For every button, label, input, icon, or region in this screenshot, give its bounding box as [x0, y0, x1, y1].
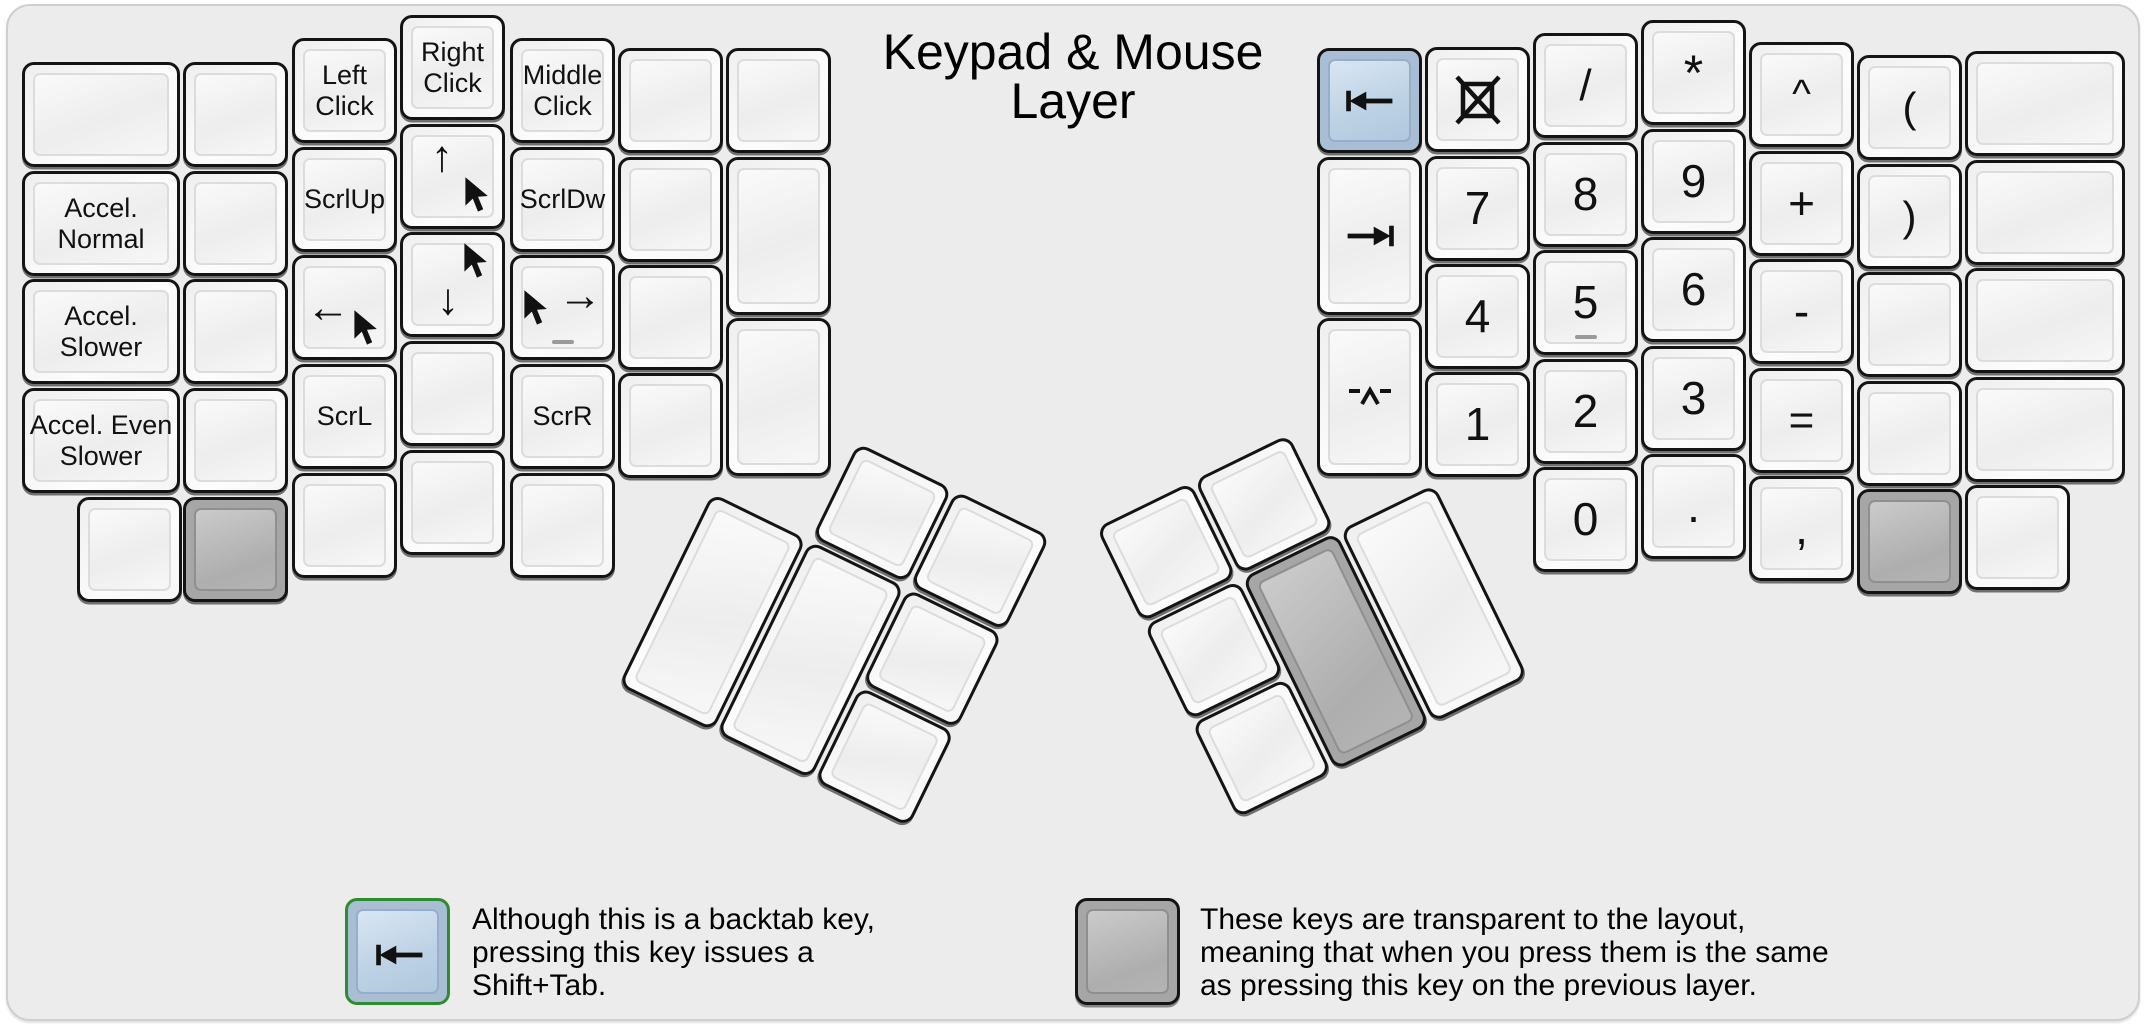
- key-label: =: [1788, 395, 1815, 445]
- keycap: [877, 603, 988, 714]
- key-accel-even-slower: [22, 388, 180, 493]
- keycap: [33, 73, 169, 156]
- keycap: [827, 457, 938, 568]
- keycap: [1868, 392, 1951, 475]
- keycap: [194, 508, 277, 591]
- key-label: Accel. Slower: [59, 301, 143, 362]
- key-blank-l3: [183, 171, 288, 276]
- legend-backtab-line2: pressing this key issues a: [472, 936, 814, 969]
- key-num-5: [1533, 250, 1638, 355]
- keycap: [411, 461, 494, 544]
- key-num-asterisk: [1641, 20, 1746, 125]
- keycap: [629, 168, 712, 251]
- key-label: Accel. Even Slower: [29, 410, 173, 471]
- keycap: [1976, 62, 2114, 145]
- key-middle-click: [510, 38, 615, 143]
- key-scroll-up: [292, 147, 397, 252]
- tab-icon: [1342, 221, 1398, 251]
- key-blank-r5: [1965, 268, 2125, 373]
- key-num-comma: [1749, 476, 1854, 581]
- keycap: [925, 505, 1036, 616]
- key-right-click: [400, 15, 505, 120]
- key-blank-l8: [400, 450, 505, 555]
- keycap: [737, 59, 820, 142]
- keycap: [194, 182, 277, 265]
- key-blank-l9: [510, 473, 615, 578]
- legend-transparent-line1: These keys are transparent to the layout,: [1200, 903, 1746, 936]
- key-label: ): [1902, 192, 1917, 240]
- key-blank-r2: [1857, 381, 1962, 486]
- key-num-2: [1533, 359, 1638, 464]
- key-num-equals: [1749, 368, 1854, 473]
- key-blank-r4: [1965, 160, 2125, 265]
- keycap: [1976, 171, 2114, 254]
- key-blank-r1: [1857, 272, 1962, 377]
- key-label: 0: [1572, 492, 1599, 545]
- key-accel-slower: [22, 279, 180, 384]
- key-label: +: [1788, 176, 1815, 229]
- key-label: 8: [1572, 167, 1599, 220]
- backtab-icon: [372, 940, 428, 970]
- key-num-0: [1533, 467, 1638, 572]
- key-paren-close: [1857, 164, 1962, 269]
- key-scroll-down: [510, 147, 615, 252]
- key-num-4: [1425, 264, 1530, 369]
- mouse-cursor-icon: [522, 289, 549, 327]
- key-blank-r-bottom: [1965, 485, 2070, 590]
- key-blank-r6: [1965, 377, 2125, 482]
- keycap: [411, 352, 494, 435]
- keycap: [1206, 693, 1317, 804]
- key-mouse-right: [510, 255, 615, 360]
- numlock-x-box-icon: [1453, 75, 1503, 125]
- keycap: [829, 701, 940, 812]
- key-label: Right Click: [420, 37, 485, 98]
- key-label: ScrlDw: [519, 184, 606, 215]
- key-label: ScrR: [532, 401, 593, 432]
- key-label: -: [1793, 284, 1810, 337]
- legend-transparent-key: [1075, 898, 1180, 1005]
- key-num-minus: [1749, 259, 1854, 364]
- key-transparent-l-bottom: [183, 497, 288, 602]
- homing-bump: [552, 340, 574, 344]
- key-left-click: [292, 38, 397, 143]
- key-label: ^: [1792, 72, 1811, 117]
- key-label: 5: [1572, 275, 1599, 328]
- title-line-2: Layer: [1010, 73, 1136, 129]
- keycap: [303, 484, 386, 567]
- keycap: [1111, 497, 1222, 608]
- key-blank-l2: [183, 62, 288, 167]
- key-label: Left Click: [315, 60, 374, 121]
- keycap: [1868, 283, 1951, 366]
- key-num-6: [1641, 237, 1746, 342]
- key-num-7: [1425, 156, 1530, 261]
- keycap: [88, 508, 171, 591]
- keycap: [1158, 595, 1269, 706]
- title-line-1: Keypad & Mouse: [882, 24, 1264, 80]
- keycap: [629, 384, 712, 467]
- key-mouse-left: [292, 255, 397, 360]
- key-backtab: [1317, 48, 1422, 153]
- homing-bump: [1575, 335, 1597, 339]
- key-label: Accel. Normal: [57, 193, 145, 254]
- key-label: 7: [1464, 181, 1491, 234]
- key-blank-l14: [726, 48, 831, 153]
- key-label: (: [1902, 83, 1917, 131]
- key-label: .: [1687, 479, 1700, 532]
- key-tab: [1317, 157, 1422, 315]
- key-num-caret: [1749, 42, 1854, 147]
- legend-backtab-keycap: [356, 909, 439, 994]
- legend-transparent-line3: as pressing this key on the previous layer.: [1200, 969, 1757, 1002]
- mouse-cursor-icon: [463, 176, 490, 214]
- legend-backtab-line1: Although this is a backtab key,: [472, 903, 876, 936]
- keycap: [194, 290, 277, 373]
- legend-transparent-text: [1200, 903, 1829, 1002]
- keycap: [629, 59, 712, 142]
- key-blank-l13: [618, 373, 723, 478]
- key-blank-l11: [618, 157, 723, 262]
- key-mouse-up: [400, 124, 505, 229]
- key-label: *: [1683, 44, 1704, 101]
- arrow-down-icon: ↓: [437, 275, 459, 324]
- keycap: [194, 399, 277, 482]
- keycap: [194, 73, 277, 156]
- key-num-3: [1641, 346, 1746, 451]
- key-label: ScrlUp: [303, 184, 385, 215]
- key-numlock: [1425, 47, 1530, 152]
- mouse-cursor-icon: [352, 309, 379, 347]
- key-label: 3: [1680, 371, 1707, 424]
- key-blank-l1: [22, 62, 180, 167]
- key-blank-l6: [292, 473, 397, 578]
- key-blank-l-bottom1: [77, 497, 182, 602]
- legend-transparent-line2: meaning that when you press them is the same: [1200, 936, 1829, 969]
- key-label: /: [1579, 60, 1592, 110]
- key-transparent-r-bottom: [1857, 489, 1962, 594]
- key-label: ,: [1795, 501, 1808, 554]
- key-label: ScrL: [316, 401, 373, 432]
- key-blank-l4: [183, 279, 288, 384]
- key-num-9: [1641, 129, 1746, 234]
- key-scroll-right: [510, 364, 615, 469]
- key-label: 1: [1464, 397, 1491, 450]
- key-label: 6: [1680, 262, 1707, 315]
- keycap: [629, 276, 712, 359]
- enter-icon: [1347, 385, 1393, 409]
- keycap: [737, 168, 820, 304]
- arrow-up-icon: ↑: [431, 132, 453, 181]
- key-mouse-down: [400, 232, 505, 337]
- legend-backtab-text: [472, 903, 875, 1002]
- mouse-cursor-icon: [462, 242, 489, 280]
- key-blank-l7: [400, 341, 505, 446]
- legend-backtab-line3: Shift+Tab.: [472, 969, 607, 1002]
- backtab-icon: [1342, 86, 1398, 116]
- key-scroll-left: [292, 364, 397, 469]
- keycap: [521, 484, 604, 567]
- keycap: [1868, 500, 1951, 583]
- key-label: Middle Click: [522, 60, 603, 121]
- key-label: 2: [1572, 384, 1599, 437]
- key-accel-normal: [22, 171, 180, 276]
- key-blank-r3: [1965, 51, 2125, 156]
- key-label: 4: [1464, 289, 1491, 342]
- key-blank-l5: [183, 388, 288, 493]
- key-blank-l-tall1: [726, 157, 831, 315]
- key-num-1: [1425, 372, 1530, 477]
- key-num-8: [1533, 142, 1638, 247]
- arrow-right-icon: →: [558, 271, 602, 320]
- key-num-period: [1641, 454, 1746, 559]
- key-num-plus: [1749, 151, 1854, 256]
- keycap: [1976, 279, 2114, 362]
- key-num-slash: [1533, 33, 1638, 138]
- legend-transparent-keycap: [1086, 909, 1169, 994]
- key-blank-l10: [618, 48, 723, 153]
- keycap: [1976, 496, 2059, 579]
- arrow-left-icon: ←: [306, 283, 350, 332]
- key-blank-l12: [618, 265, 723, 370]
- key-label: 9: [1680, 154, 1707, 207]
- keycap: [1976, 388, 2114, 471]
- legend-backtab-key: [345, 898, 450, 1005]
- key-paren-open: [1857, 55, 1962, 160]
- keycap: [1209, 449, 1320, 560]
